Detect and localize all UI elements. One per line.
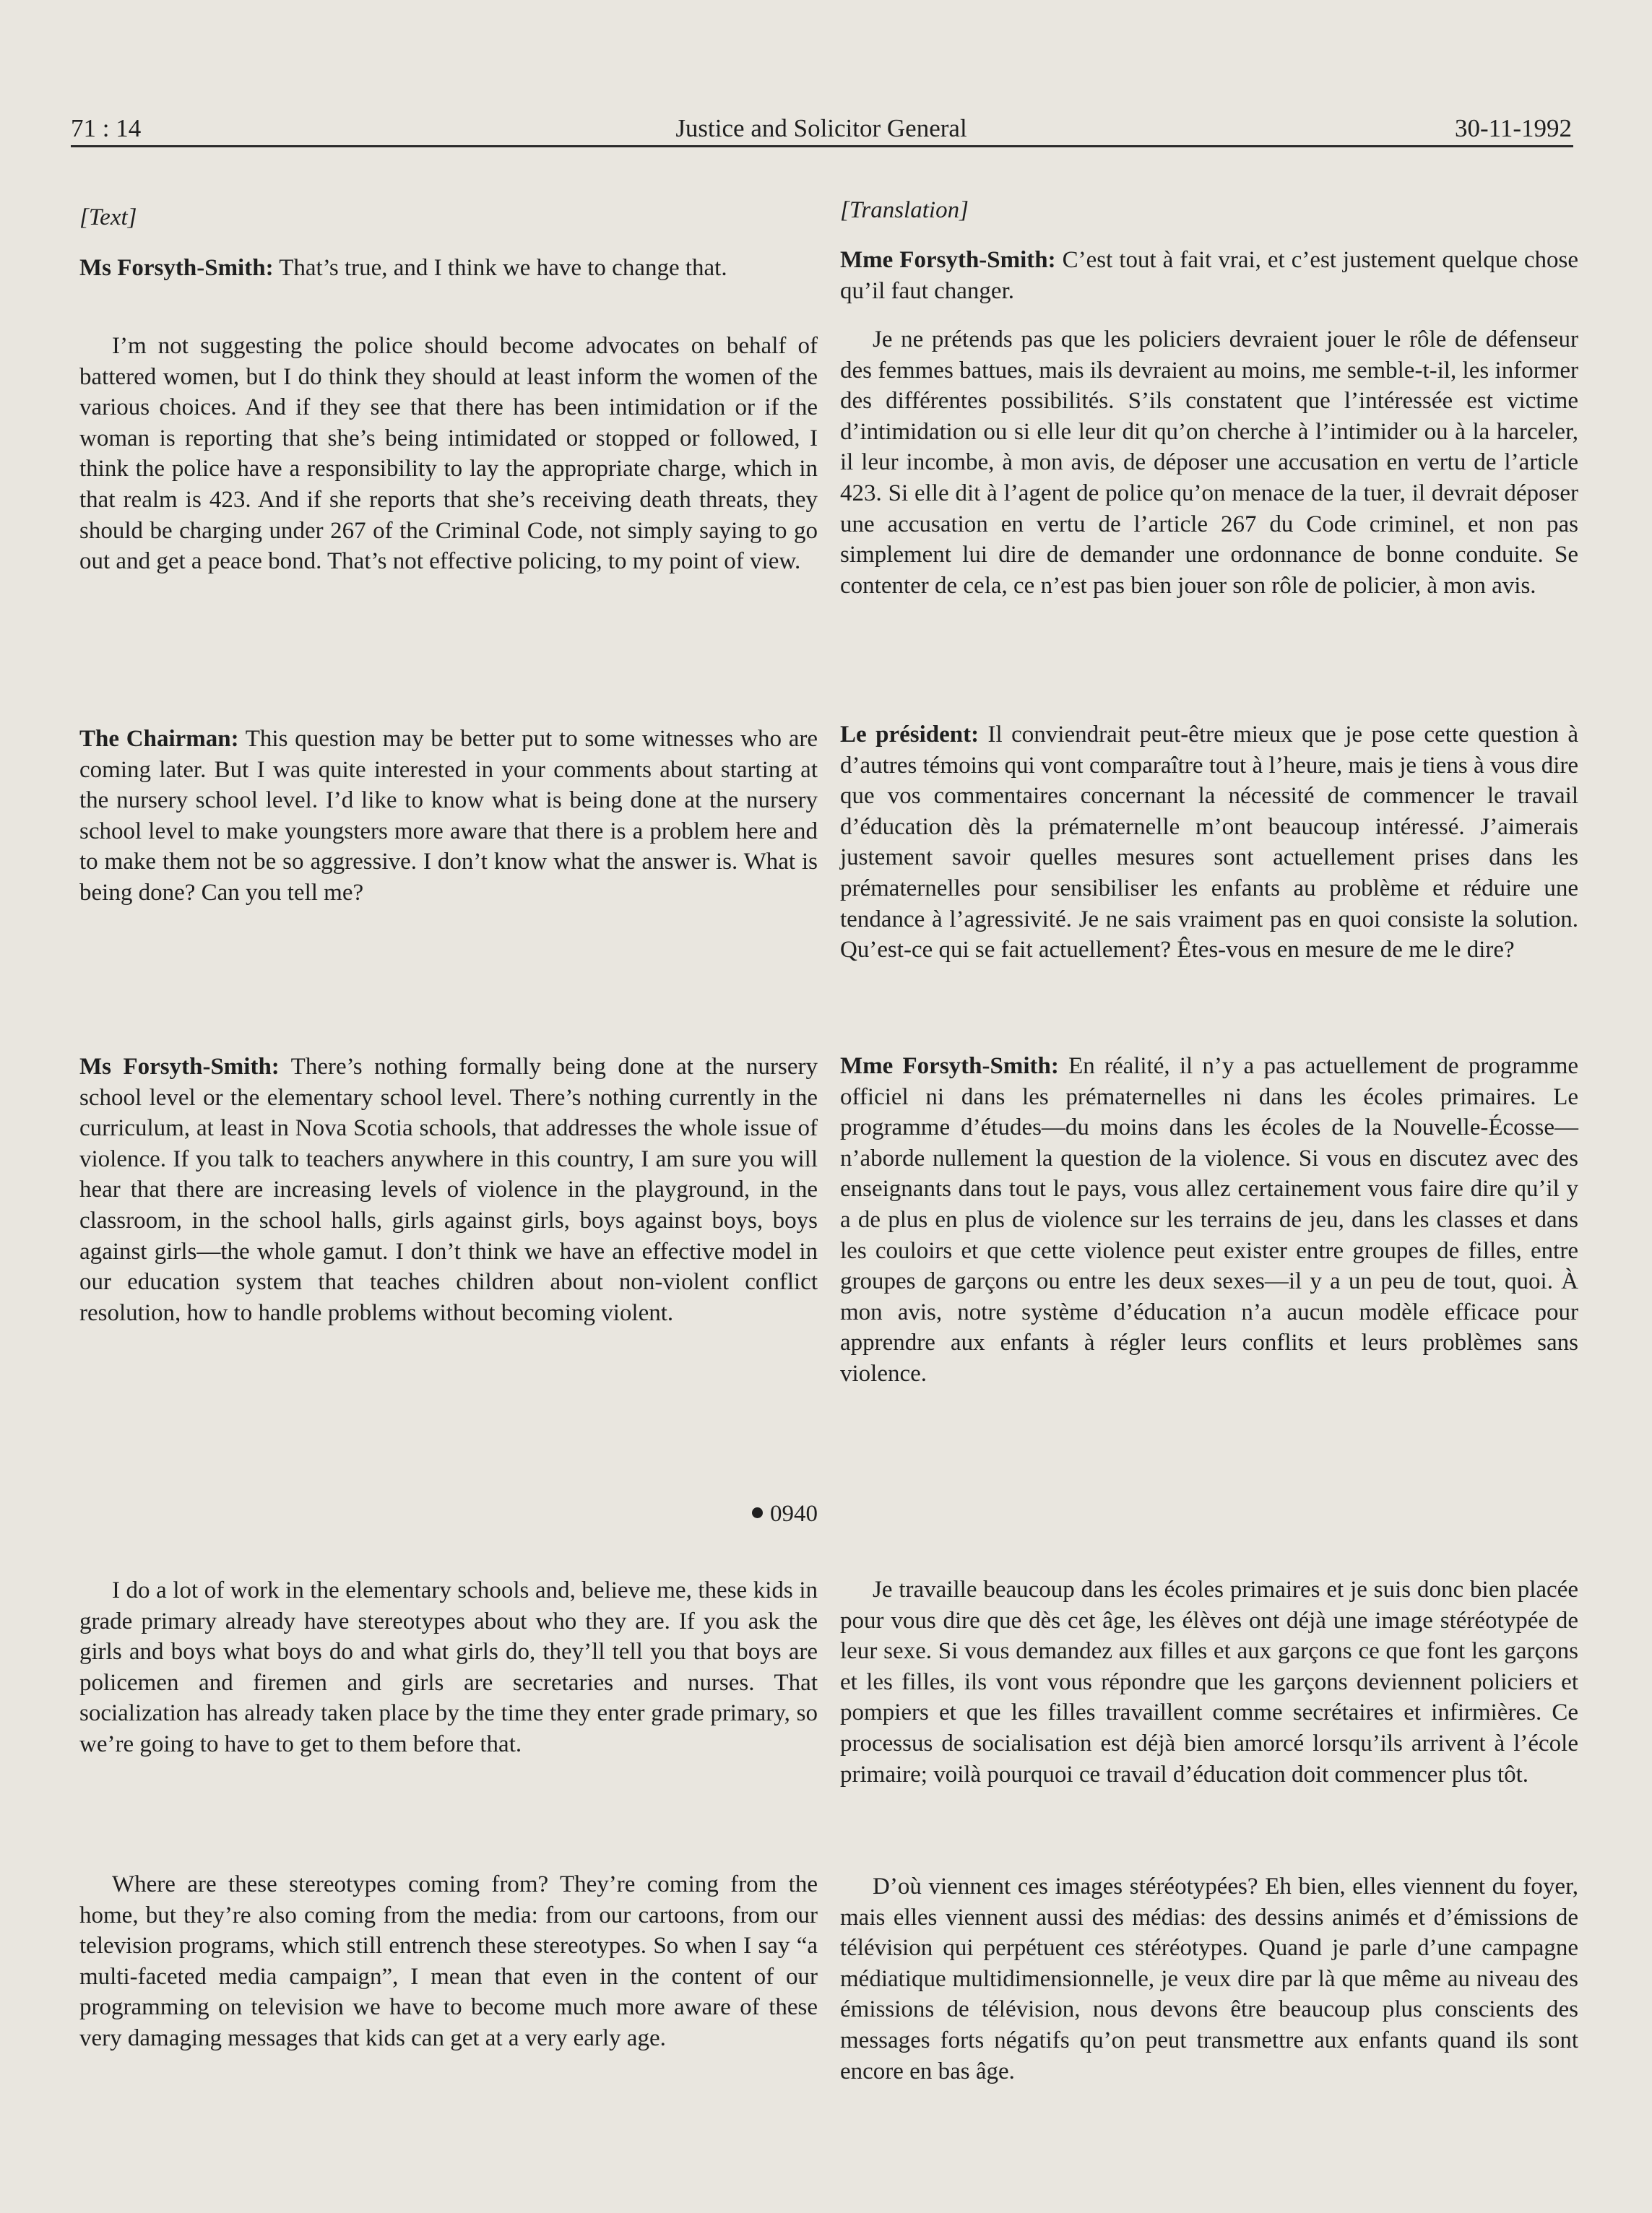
paragraph-1 [79, 253, 818, 284]
paragraph-6 [79, 1869, 818, 2054]
paragraph-1 [840, 245, 1578, 306]
speaker-name: Ms Forsyth-Smith: [79, 1054, 280, 1080]
speech-text: Je travaille beaucoup dans les écoles primaires et je suis donc bien placée pour vous dire que dès cet âge, les élèves ont déjà une image stéréotypée de leur sexe. Si vous demandez aux filles et aux garçons ce que font les garçons et les filles, ils vont vous répondre que les garçons deviennent policiers et pompiers et que les filles travaillent comme secrétaires et infirmières. Ce processus de socialisation est déjà bien amorcé lorsqu’ils arrivent à l’école primaire; voilà pourquoi ce travail d’éducation doit commencer plus tôt. [840, 1577, 1578, 1788]
paragraph-4 [840, 1051, 1578, 1390]
speech-text: I’m not suggesting the police should become advocates on behalf of battered women, but I do think they should at least inform the women of the various choices. And if they see that there has been intimidation or if the woman is reporting that she’s being intimidated or stopped or followed, I think the police have a responsibility to lay the appropriate charge, which in that realm is 423. And if she reports that she’s receiving death threats, they should be charging under 267 of the Criminal Code, not simply saying to go out and get a peace bond. That’s not effective policing, to my point of view. [79, 333, 818, 575]
page-number: 71 : 14 [71, 114, 142, 142]
paragraph-6 [840, 1871, 1578, 2087]
speech-text: I do a lot of work in the elementary schools and, believe me, these kids in grade primary already have stereotypes about who they are. If you ask the girls and boys what boys do and what girls do, they’ll tell you that boys are policemen and firemen and girls are secretaries and nurses. That socialization has already taken place by the time they enter grade primary, so we’re going to have to get to them before that. [79, 1577, 818, 1757]
paragraph-5 [79, 1575, 818, 1760]
paragraph-3 [79, 724, 818, 909]
paragraph-2 [840, 324, 1578, 601]
paragraph-2 [79, 331, 818, 577]
speech-text: Where are these stereotypes coming from? They’re coming from the home, but they’re also coming from the media: from our cartoons, from our television programs, which still entrench these stereotypes. So when I say “a multi-faceted media campaign”, I mean that even in the content of our programming on television we have to become much more aware of these very damaging messages that kids can get at a very early age. [79, 1871, 818, 2051]
speaker-name: Mme Forsyth-Smith: [840, 247, 1056, 273]
time-marker: 0940 [752, 1499, 818, 1530]
speaker-name: The Chairman: [79, 726, 239, 752]
speech-text: That’s true, and I think we have to change that. [273, 255, 727, 281]
speaker-name: Mme Forsyth-Smith: [840, 1053, 1059, 1079]
speech-text: Je ne prétends pas que les policiers devraient jouer le rôle de défenseur des femmes battues, mais ils devraient au moins, me semble-t-il, les informer des différentes possibilités. S’ils constatent que l’intéressée est victime d’intimidation ou si elle leur dit qu’on cherche à l’intimider ou à la harceler, il leur incombe, à mon avis, de déposer une accusation en vertu de l’article 423. Si elle dit à l’agent de police qu’on menace de la tuer, il devrait déposer une accusation en vertu de l’article 267 du Code criminel, et non pas simplement lui dire de demander une ordonnance de bonne conduite. Se contenter de cela, ce n’est pas bien jouer son rôle de policier, à mon avis. [840, 326, 1578, 599]
text-tag: [Text] [79, 204, 137, 230]
translation-tag: [Translation] [840, 197, 969, 223]
running-header [71, 108, 1572, 146]
paragraph-4 [79, 1052, 818, 1328]
speech-text: D’où viennent ces images stéréotypées? Eh bien, elles viennent du foyer, mais elles viennent aussi des médias: des dessins animés et d’émissions de télévision qui perpétuent ces stéréotypes. Quand je parle d’une campagne médiatique multidimensionnelle, je veux dire par là que même au niveau des émissions de télévision, nous devons être beaucoup plus conscients des messages forts négatifs qu’on peut transmettre aux enfants quand ils sont encore en bas âge. [840, 1874, 1578, 2084]
speaker-name: Le président: [840, 722, 979, 748]
speech-text: Il conviendrait peut-être mieux que je pose cette question à d’autres témoins qui vont comparaître tout à l’heure, mais je tiens à vous dire que vos commentaires concernant la nécessité de commencer le travail d’éducation dès la prématernelle m’ont beaucoup intéressé. J’aimerais justement savoir quelles mesures sont actuellement prises dans les prématernelles pour sensibiliser les enfants au problème et réduire une tendance à l’agressivité. Je ne sais vraiment pas en quoi consiste la solution. Qu’est-ce qui se fait actuellement? Êtes-vous en mesure de me le dire? [840, 722, 1578, 963]
speech-text: This question may be better put to some witnesses who are coming later. But I was quite interested in your comments about starting at the nursery school level. I’d like to know what is being done at the nursery school level to make youngsters more aware that there is a problem here and to make them not be so aggressive. I don’t know what the answer is. What is being done? Can you tell me? [79, 726, 818, 906]
bullet-icon [752, 1507, 763, 1518]
header-date: 30-11-1992 [1454, 114, 1572, 142]
speaker-name: Ms Forsyth-Smith: [79, 255, 274, 281]
speech-text: C’est tout à fait vrai, et c’est justement quelque chose qu’il faut changer. [840, 247, 1578, 304]
paragraph-3 [840, 719, 1578, 966]
paragraph-5 [840, 1575, 1578, 1790]
speech-text: There’s nothing formally being done at the nursery school level or the elementary school level. There’s nothing currently in the curriculum, at least in Nova Scotia schools, that addresses the whole issue of violence. If you talk to teachers anywhere in this country, I am sure you will hear that there are increasing levels of violence in the playground, in the classroom, in the school halls, girls against girls, boys against boys, boys against girls—the whole gamut. I don’t think we have an effective model in our education system that teaches children about non-violent conflict resolution, how to handle problems without becoming violent. [79, 1054, 818, 1326]
header-rule [71, 145, 1573, 147]
header-title: Justice and Solicitor General [675, 114, 967, 142]
speech-text: En réalité, il n’y a pas actuellement de programme officiel ni dans les prématernelles ni dans les écoles primaires. Le programme d’études—du moins dans les écoles de la Nouvelle-Écosse—n’aborde nullement la question de la violence. Si vous en discutez avec des enseignants dans tout le pays, vous allez certainement vous faire dire qu’il y a de plus en plus de violence sur les terrains de jeu, dans les classes et dans les couloirs et que cette violence peut exister entre groupes de filles, entre groupes de garçons ou entre les deux sexes—il y a un peu de tout, quoi. À mon avis, notre système d’éducation n’a aucun modèle efficace pour apprendre aux enfants à régler leurs conflits et leurs problèmes sans violence. [840, 1053, 1579, 1387]
